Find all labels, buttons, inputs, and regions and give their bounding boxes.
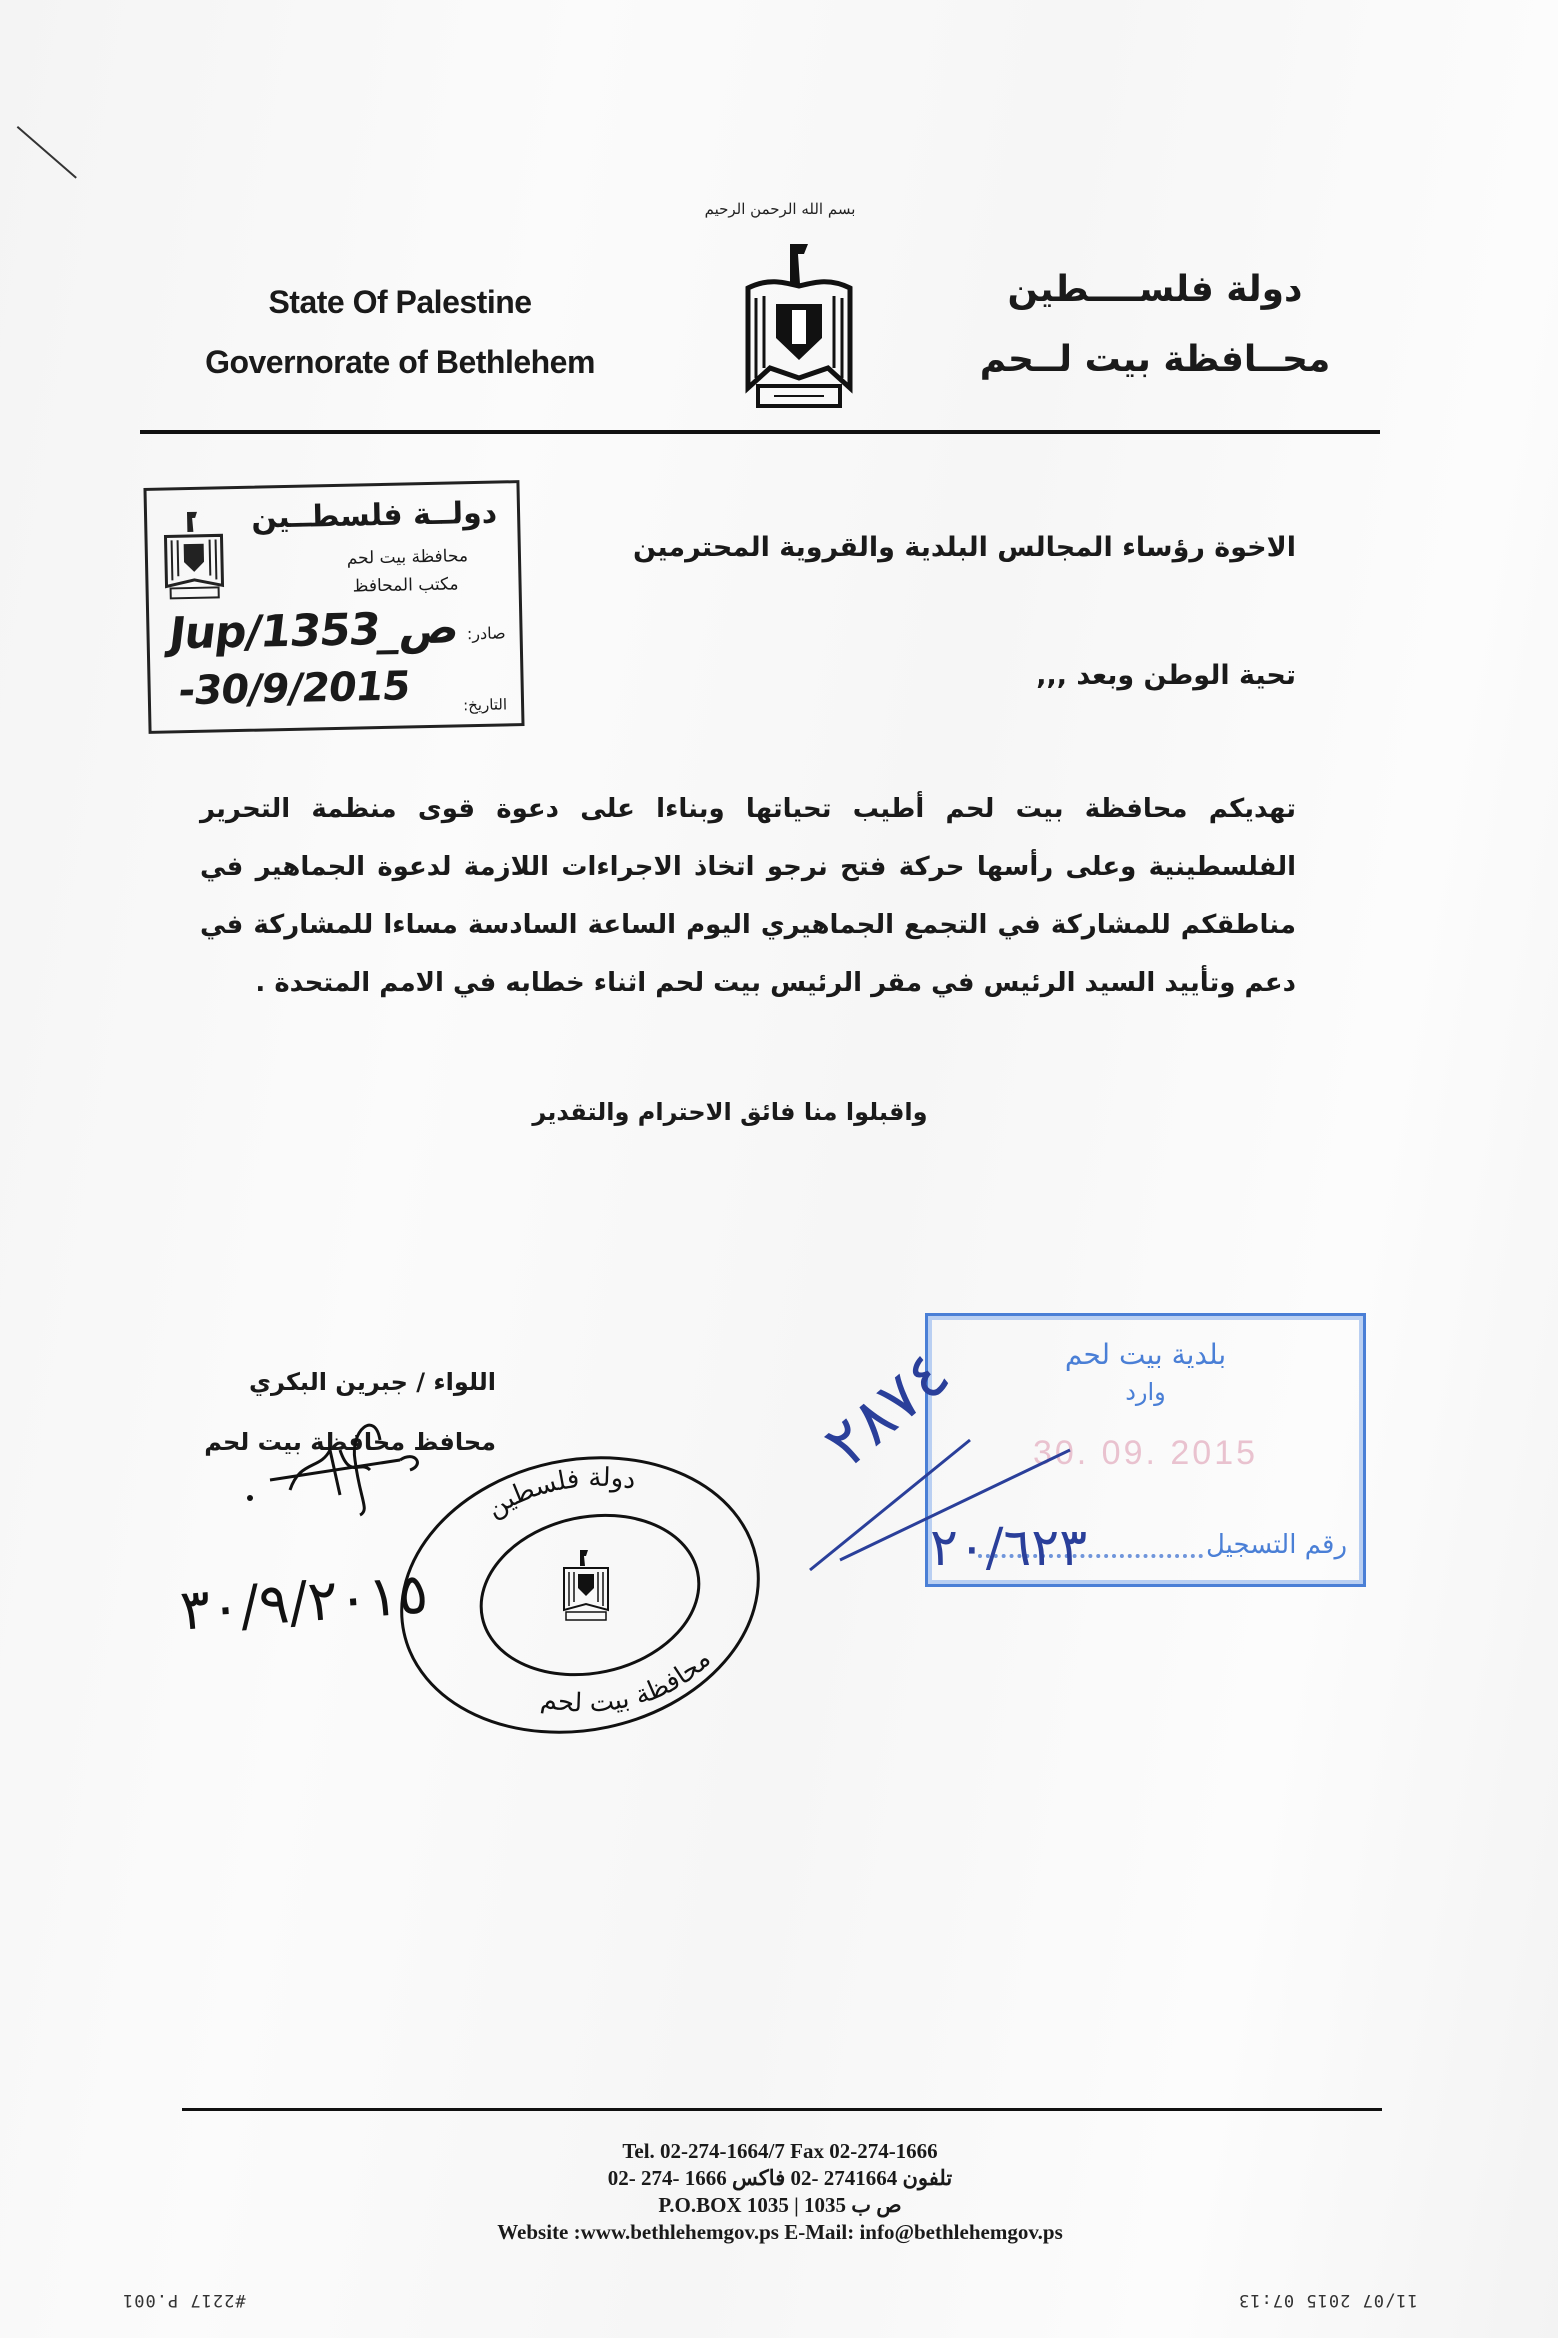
- stamp-date: -30/9/2015: [175, 663, 413, 715]
- svg-text:٢٠/٦٢٣: ٢٠/٦٢٣: [930, 1518, 1088, 1578]
- registration-number-label: رقم التسجيل: [1205, 1530, 1347, 1560]
- header-divider: [140, 430, 1380, 434]
- eagle-emblem-icon: [738, 238, 860, 418]
- footer-po-box: P.O.BOX 1035 | 1035 ص ب: [658, 2193, 902, 2217]
- signatory-name: اللواء / جبرين البكري: [249, 1368, 496, 1396]
- outgoing-reference-stamp: [143, 480, 524, 734]
- stamp-date-label: التاريخ:: [462, 695, 508, 715]
- corner-pen-mark: [17, 126, 77, 179]
- stamp-eagle-icon: [161, 509, 227, 602]
- addressee: الاخوة رؤساء المجالس البلدية والقروية المحترمين: [633, 532, 1296, 563]
- letterhead-governorate-ar: محــافظة بيت لــحم: [979, 339, 1331, 380]
- footer-divider: [182, 2108, 1382, 2111]
- letterhead-english: [160, 272, 640, 392]
- received-stamp-subtitle: وارد: [1125, 1378, 1166, 1406]
- footer-website-email: Website :www.bethlehemgov.ps E-Mail: info@bethlehemgov.ps: [497, 2220, 1063, 2244]
- fax-timestamp: 11/07 2015 07:13: [1238, 2290, 1418, 2310]
- received-stamp-title: بلدية بيت لحم: [1064, 1338, 1227, 1371]
- signatory-title: محافظ محافظة بيت لحم: [204, 1428, 496, 1456]
- svg-text:محافظة بيت لحم: محافظة بيت لحم: [538, 1644, 717, 1719]
- stamp-title: دولــة فلسطــين: [250, 495, 498, 536]
- greeting: تحية الوطن وبعد ,,,: [1036, 660, 1296, 691]
- fax-page-id: #2217 P.001: [122, 2290, 246, 2310]
- stamp-reference-number: Jup/1353_ص: [166, 602, 463, 660]
- letter-body: تهديكم محافظة بيت لحم أطيب تحياتها وبناءا على دعوة قوى منظمة التحرير الفلسطينية وعلى رأسها حركة فتح نرجو اتخاذ الاجراءات اللازمة لدعوة الجماهير في مناطقكم للمشاركة في التجمع الجماهيري اليوم الساعة السادسة مساءا للمشاركة في دعم وتأييد السيد الرئيس في مقر الرئيس بيت لحم اثناء خطابه في الامم المتحدة .: [200, 794, 1296, 998]
- handwritten-date: ٣٠/٩/٢٠١٥: [178, 1561, 431, 1644]
- svg-text:دولة فلسطين: دولة فلسطين: [481, 1462, 638, 1524]
- handwritten-blue-annotations: [770, 1290, 1230, 1590]
- closing-line: واقبلوا منا فائق الاحترام والتقدير: [532, 1098, 928, 1126]
- letterhead-arabic: [960, 255, 1350, 395]
- letterhead-state-ar: دولة فلســــطين: [1007, 269, 1303, 310]
- stamp-office: مكتب المحافظ: [352, 574, 459, 597]
- footer-phone-fax: Tel. 02-274-1664/7 Fax 02-274-1666: [622, 2139, 938, 2163]
- received-stamp-date: 30. 09. 2015: [1032, 1434, 1259, 1472]
- governorate-round-stamp: [390, 1450, 770, 1740]
- letterhead-state: State Of Palestine: [268, 284, 532, 320]
- contact-footer: [300, 2138, 1260, 2246]
- footer-phone-fax-ar: تلفون 2741664 -02 فاكس 1666 -274 -02: [607, 2166, 953, 2190]
- stamp-governorate: محافظة بيت لحم: [346, 546, 469, 569]
- letterhead-governorate: Governorate of Bethlehem: [205, 344, 595, 380]
- svg-text:٢٨٧٤: ٢٨٧٤: [810, 1336, 964, 1483]
- stamp-reference-label: صادر:: [466, 623, 506, 644]
- basmala: بسم الله الرحمن الرحيم: [704, 200, 856, 218]
